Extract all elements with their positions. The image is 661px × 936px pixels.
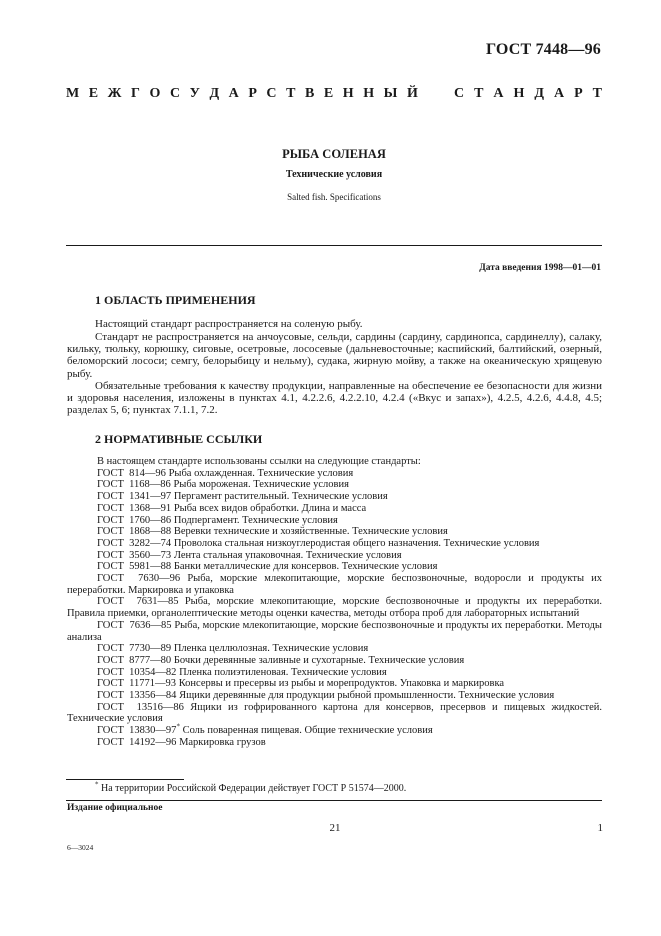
banner-letter: Р — [248, 86, 257, 101]
reference-item — [67, 702, 602, 725]
reference-code: ГОСТ 1341—97 — [97, 491, 172, 503]
reference-item — [67, 561, 602, 573]
banner-letter: Д — [209, 86, 220, 101]
section-1-paragraph-1: Настоящий стандарт распространяется на соленую рыбу. — [95, 318, 363, 330]
banner-letter: Г — [131, 86, 140, 101]
introduction-date: Дата введения 1998—01—01 — [479, 263, 601, 273]
reference-code: ГОСТ 3282—74 — [97, 537, 172, 549]
reference-title: Пленка целлюлозная. Технические условия — [173, 643, 369, 655]
reference-code: ГОСТ 10354—82 — [97, 666, 177, 678]
reference-title: Консервы и пресервы из рыбы и морепродуктов. Упаковка и маркировка — [178, 678, 505, 690]
reference-footnote-marker: * — [176, 722, 180, 731]
footer-divider — [66, 800, 602, 801]
reference-title: Проволока стальная низкоуглеродистая общего назначения. Технические условия — [173, 537, 540, 549]
english-title: Salted fish. Specifications — [287, 192, 381, 202]
reference-item — [67, 690, 602, 702]
footnote-marker: * — [95, 780, 99, 789]
reference-item — [67, 479, 602, 491]
reference-title: Лента стальная упаковочная. Технические условия — [173, 549, 402, 561]
banner-letter: Т — [474, 86, 484, 101]
banner-word-standard — [454, 86, 602, 102]
reference-item — [67, 515, 602, 527]
reference-code: ГОСТ 7636—85 — [97, 619, 172, 631]
document-title: РЫБА СОЛЕНАЯ — [282, 147, 386, 161]
reference-title: Бочки деревянные заливные и сухотарные. Технические условия — [173, 654, 465, 666]
section-2-heading: 2 НОРМАТИВНЫЕ ССЫЛКИ — [95, 432, 263, 446]
reference-title: Рыба мороженая. Технические условия — [173, 479, 349, 491]
banner-letter: Т — [592, 86, 602, 101]
banner-letter: С — [169, 86, 181, 101]
banner-letter: Н — [342, 86, 354, 101]
reference-title: Веревки технические и хозяйственные. Технические условия — [173, 526, 448, 538]
banner-letter: Е — [88, 86, 99, 101]
banner-letter: Ы — [383, 86, 398, 101]
banner-letter: У — [189, 86, 200, 101]
reference-title: Рыба, морские млекопитающие, морские беспозвоночные и продукты их переработки. Методы анализа — [67, 619, 602, 643]
reference-code: ГОСТ 5981—88 — [97, 561, 172, 573]
banner-letter: Ж — [107, 86, 122, 101]
reference-item — [67, 620, 602, 643]
banner-word-interstate — [66, 86, 418, 102]
reference-code: ГОСТ 8777—80 — [97, 654, 172, 666]
reference-item — [67, 550, 602, 562]
reference-item — [67, 737, 602, 749]
reference-title: Рыба, морские млекопитающие, морские беспозвоночные, водоросли и продукты их переработки. Маркировка и упаковка — [67, 573, 602, 596]
banner-letter: Н — [363, 86, 375, 101]
banner-letter: Е — [323, 86, 334, 101]
banner-letter: Р — [574, 86, 583, 101]
banner-letter: О — [149, 86, 161, 101]
reference-code: ГОСТ 13516—86 — [97, 701, 184, 713]
reference-code: ГОСТ 11771—93 — [97, 678, 177, 690]
standard-banner — [66, 86, 602, 102]
reference-title: Рыба, морские млекопитающие, морские беспозвоночные и продукты их переработки. Правила приемки, органолептические методы оценки качества, методы отбора проб для лабораторных испытаний — [67, 596, 603, 620]
reference-code: ГОСТ 13830—97 — [97, 725, 177, 737]
banner-letter: А — [553, 86, 565, 101]
document-subtitle: Технические условия — [285, 169, 383, 180]
reference-item — [67, 643, 602, 655]
reference-item — [67, 491, 602, 503]
reference-code: ГОСТ 7631—85 — [97, 596, 179, 608]
reference-code: ГОСТ 7630—96 — [97, 573, 181, 585]
section-1-heading: 1 ОБЛАСТЬ ПРИМЕНЕНИЯ — [95, 293, 256, 307]
reference-item — [67, 655, 602, 667]
reference-code: ГОСТ 3560—73 — [97, 549, 172, 561]
banner-letter: А — [493, 86, 504, 101]
reference-title: Пергамент растительный. Технические условия — [173, 491, 388, 503]
reference-title: Рыба охлажденная. Технические условия — [168, 467, 354, 479]
reference-item — [67, 722, 602, 737]
reference-item — [67, 667, 602, 679]
sheet-number: 1 — [597, 822, 603, 834]
reference-code: ГОСТ 1168—86 — [97, 479, 171, 491]
reference-code: ГОСТ 14192—96 — [97, 736, 177, 748]
reference-title: Пленка полиэтиленовая. Технические условия — [179, 666, 387, 678]
reference-code: ГОСТ 1868—88 — [97, 526, 172, 538]
footnote-text: На территории Российской Федерации действует ГОСТ Р 51574—2000. — [101, 783, 407, 794]
reference-code: ГОСТ 7730—89 — [97, 643, 172, 655]
official-edition-label: Издание официальное — [67, 803, 163, 813]
banner-letter: М — [66, 86, 80, 101]
reference-item — [67, 678, 602, 690]
banner-letter: Й — [406, 86, 418, 101]
reference-title: Банки металлические для консервов. Технические условия — [173, 561, 438, 573]
reference-title: Маркировка грузов — [179, 736, 266, 748]
reference-code: ГОСТ 1368—91 — [97, 502, 172, 514]
footnote-divider — [66, 779, 184, 780]
banner-letter: Д — [534, 86, 544, 101]
print-code: 6—3024 — [67, 843, 94, 852]
reference-title: Подпергамент. Технические условия — [173, 514, 338, 526]
reference-item — [67, 503, 602, 515]
banner-letter: А — [228, 86, 239, 101]
footnote — [95, 780, 407, 794]
reference-item — [67, 468, 602, 480]
references-intro: В настоящем стандарте использованы ссылки на следующие стандарты: — [97, 456, 421, 467]
reference-title: Ящики деревянные для продукции рыбной промышленности. Технические условия — [179, 690, 555, 702]
reference-list — [67, 468, 602, 749]
reference-title: Рыба всех видов обработки. Длина и масса — [173, 502, 367, 514]
reference-title: Соль поваренная пищевая. Общие технические условия — [182, 725, 433, 737]
section-1-paragraph-2: Стандарт не распространяется на анчоусовые, сельди, сардины (сардину, сардинопса, сардинеллу), салаку, кильку, тюльку, корюшку, сиговые, осетровые, лососевые (дальневосточные; каспийский, балтийский, озерный, беломорский лососи; семгу, белорыбицу и нельму), судака, жирную мойву, а также на океаническую хрящевую рыбу. — [67, 331, 602, 380]
reference-code: ГОСТ 1760—86 — [97, 514, 172, 526]
reference-item — [67, 526, 602, 538]
page-number: 21 — [329, 822, 341, 834]
reference-title: Ящики из гофрированного картона для консервов, пресервов и пищевых жидкостей. Технические условия — [67, 701, 603, 725]
banner-letter: В — [304, 86, 315, 101]
banner-letter: С — [454, 86, 465, 101]
banner-letter: С — [266, 86, 277, 101]
reference-code: ГОСТ 13356—84 — [97, 690, 177, 702]
reference-item — [67, 538, 602, 550]
reference-item — [67, 573, 602, 596]
banner-letter: Н — [513, 86, 525, 101]
gost-code: ГОСТ 7448—96 — [485, 41, 601, 58]
section-1-paragraph-3: Обязательные требования к качеству продукции, направленные на обеспечение ее безопасности для жизни и здоровья населения, изложены в пунктах 4.1, 4.2.2.6, 4.2.2.10, 4.2.4 («Вкус и запах»), 4.2.5, 4.2.6, 4.4.8, 4.5; разделах 5, 6; пунктах 7.1.1, 7.2. — [67, 380, 602, 417]
header-divider — [66, 245, 602, 246]
banner-letter: Т — [286, 86, 296, 101]
reference-item — [67, 596, 602, 619]
reference-code: ГОСТ 814—96 — [97, 467, 166, 479]
normative-references — [67, 456, 602, 749]
